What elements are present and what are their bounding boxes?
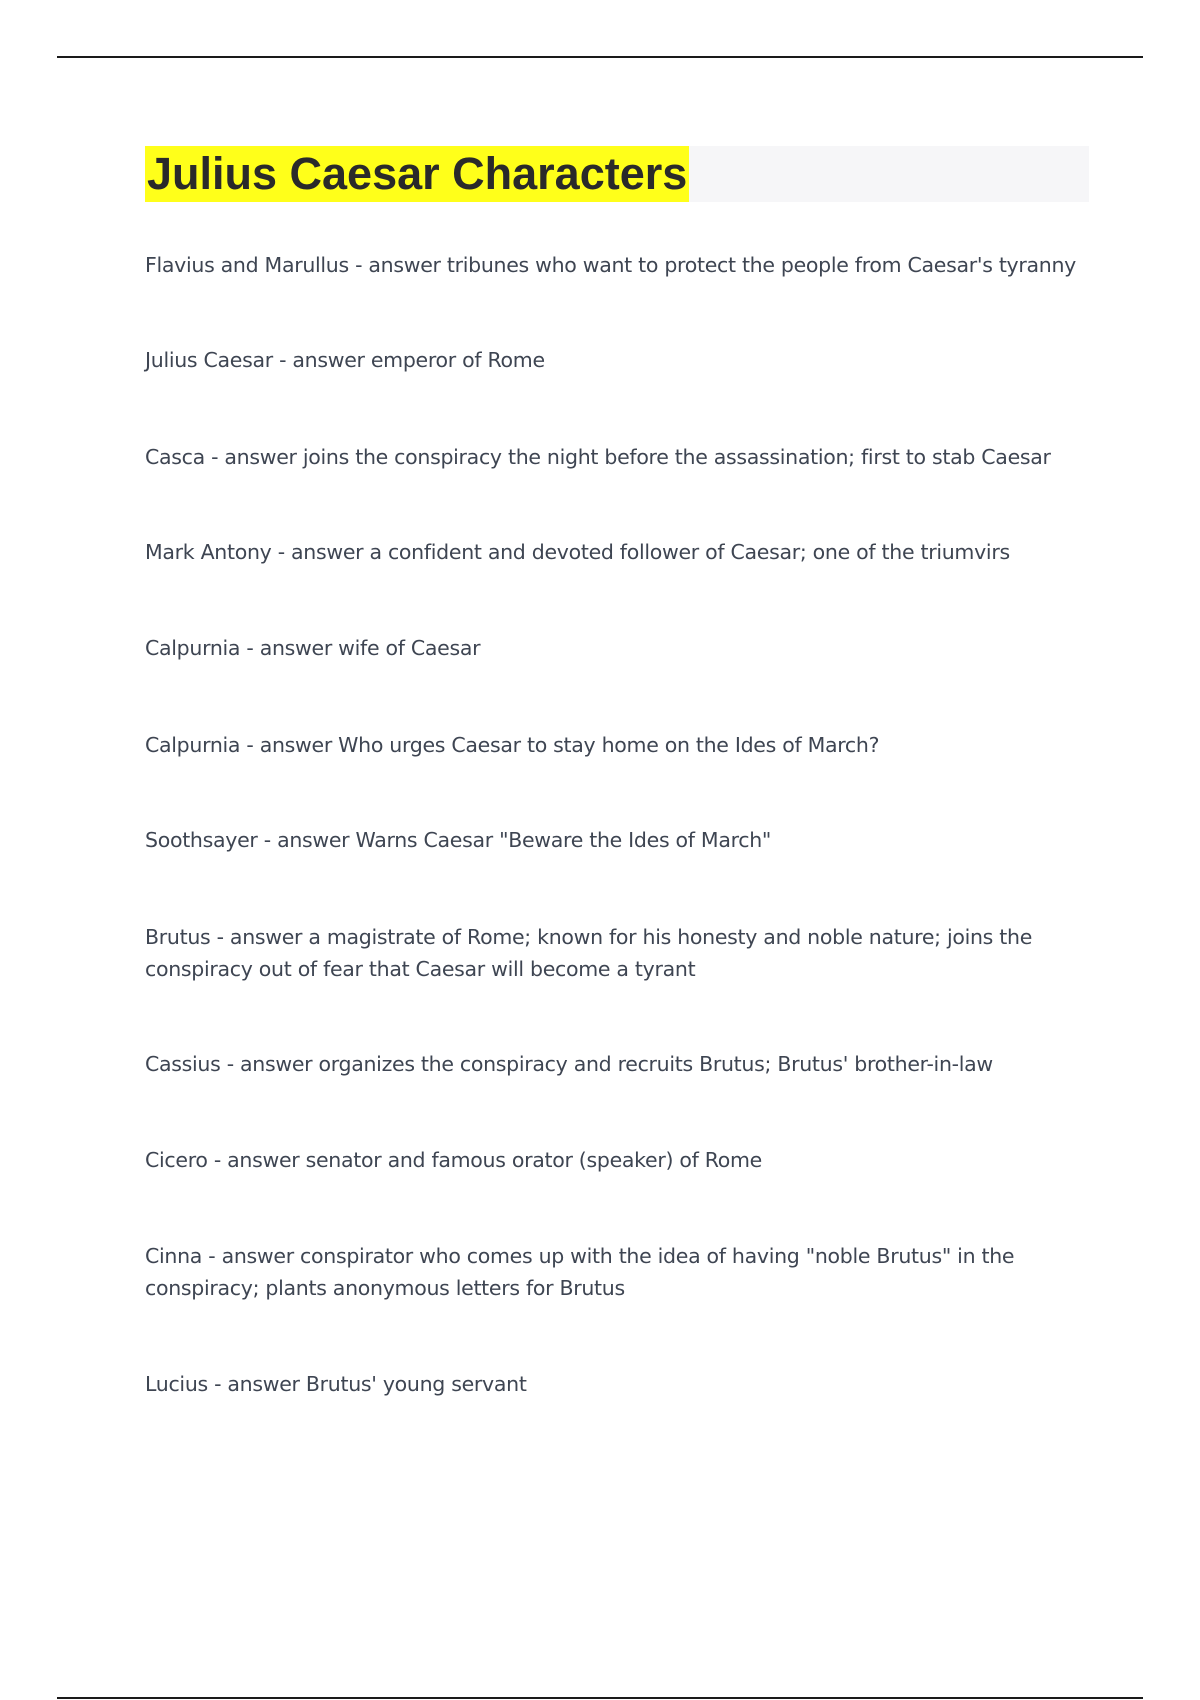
entry-cassius: Cassius - answer organizes the conspiracy and recruits Brutus; Brutus' brother-in-law xyxy=(145,1052,993,1076)
bottom-rule xyxy=(57,1697,1143,1699)
entry-lucius: Lucius - answer Brutus' young servant xyxy=(145,1372,527,1396)
top-rule xyxy=(57,56,1143,58)
entry-soothsayer: Soothsayer - answer Warns Caesar "Beware the Ides of March" xyxy=(145,828,772,852)
entry-brutus: Brutus - answer a magistrate of Rome; known for his honesty and noble nature; joins the conspiracy out of fear that Caesar will become a tyrant xyxy=(145,925,1033,981)
entry-mark-antony: Mark Antony - answer a confident and devoted follower of Caesar; one of the triumvirs xyxy=(145,540,1010,564)
entry-casca: Casca - answer joins the conspiracy the night before the assassination; first to stab Caesar xyxy=(145,445,1051,469)
entry-calpurnia-1: Calpurnia - answer wife of Caesar xyxy=(145,636,481,660)
entry-flavius-marullus: Flavius and Marullus - answer tribunes who want to protect the people from Caesar's tyranny xyxy=(145,253,1076,277)
entry-cinna: Cinna - answer conspirator who comes up with the idea of having "noble Brutus" in the conspiracy; plants anonymous letters for Brutus xyxy=(145,1244,1015,1300)
entry-cicero: Cicero - answer senator and famous orator (speaker) of Rome xyxy=(145,1148,762,1172)
entry-calpurnia-2: Calpurnia - answer Who urges Caesar to stay home on the Ides of March? xyxy=(145,733,880,757)
entry-julius-caesar: Julius Caesar - answer emperor of Rome xyxy=(145,348,545,372)
title-bar xyxy=(145,146,1089,202)
document-title: Julius Caesar Characters xyxy=(145,146,689,202)
